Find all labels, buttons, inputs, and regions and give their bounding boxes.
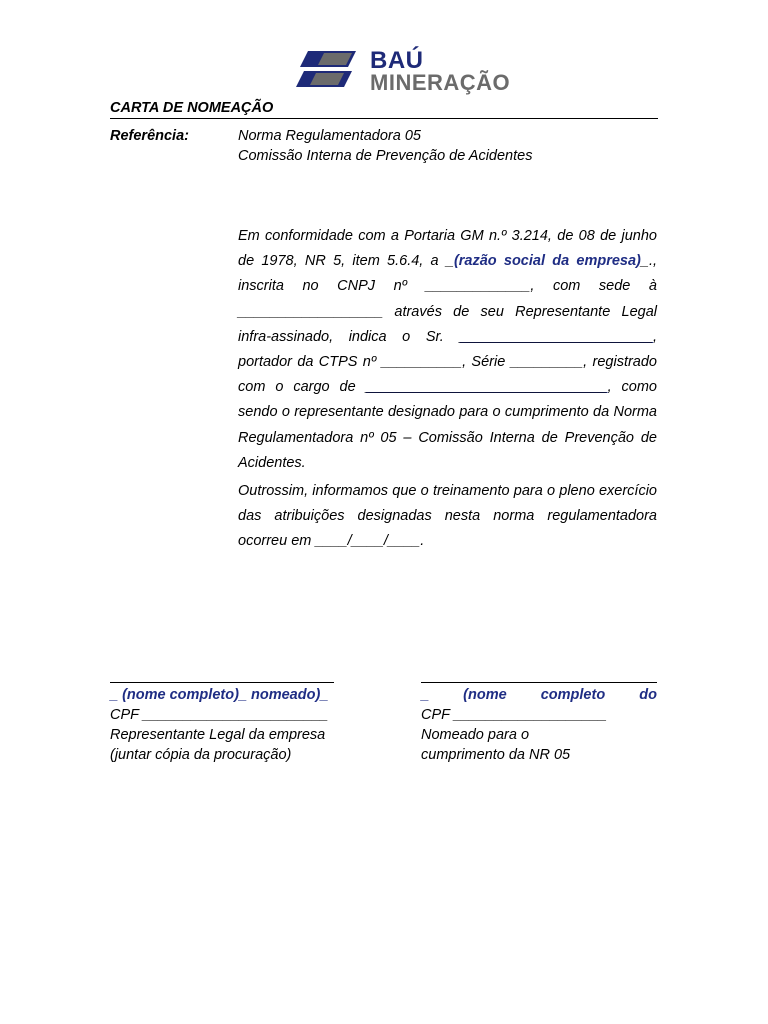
title-row: [110, 99, 658, 119]
body-p1-part-a: Em conformidade com a Portaria GM n.º 3.214, de 08 de junho de 1978, NR 5, item 5.6.4, a _: [238, 228, 657, 270]
body-p1-part-d: , como sendo o representante designado para o cumprimento da Norma Regulamentadora nº 05 – Comissão Interna de Prevenção de Acidentes.: [238, 379, 657, 471]
logo-line1: BAÚ: [370, 47, 424, 74]
signature-role-right-1: Nomeado para o: [421, 727, 530, 743]
signature-cpf-right: CPF ___________________: [421, 707, 607, 723]
reference-lines: [238, 126, 532, 166]
signature-role-right-2: cumprimento da NR 05: [421, 747, 571, 763]
signature-role-left-1: Representante Legal da empresa: [110, 727, 326, 743]
signature-line-left: [110, 682, 334, 683]
body-p1-part-b: _., inscrita no CNPJ nº _____________, com sede à __________________ através de seu Representante Legal infra-assinado, indica o Sr.: [238, 253, 657, 345]
signature-block-right: [421, 682, 657, 765]
logo-line2: MINERAÇÃO: [370, 70, 511, 95]
reference-line-2: Comissão Interna de Prevenção de Acidentes: [238, 148, 533, 164]
signature-role-left-2: (juntar cópia da procuração): [110, 747, 292, 763]
logo-mark-icon: [294, 48, 362, 90]
body-paragraph-1: [238, 224, 657, 476]
reference-line-1: Norma Regulamentadora 05: [238, 128, 421, 144]
body-paragraph-2: Outrossim, informamos que o treinamento para o pleno exercício das atribuições designadas nesta norma regulamentadora ocorreu em ____/____/____.: [238, 483, 657, 550]
signature-line-right: [421, 682, 657, 683]
company-name-placeholder: (razão social da empresa): [453, 253, 641, 270]
reference-label: Referência:: [110, 128, 189, 144]
signature-cpf-left: CPF _______________________: [110, 707, 329, 723]
body-p1-part-c: , portador da CTPS nº __________, Série _________, registrado com o cargo de: [238, 328, 657, 396]
company-logo: [294, 46, 514, 96]
signature-block-left: [110, 682, 334, 765]
signature-name-left: _ (nome completo)_ nomeado)_: [110, 687, 329, 703]
signature-name-right: _ (nome completo do: [421, 687, 657, 703]
position-blank: ______________________________: [365, 379, 608, 396]
page-title: CARTA DE NOMEAÇÃO: [110, 100, 274, 116]
letter-body: [238, 224, 657, 555]
nominee-name-blank: ________________________: [459, 328, 653, 345]
